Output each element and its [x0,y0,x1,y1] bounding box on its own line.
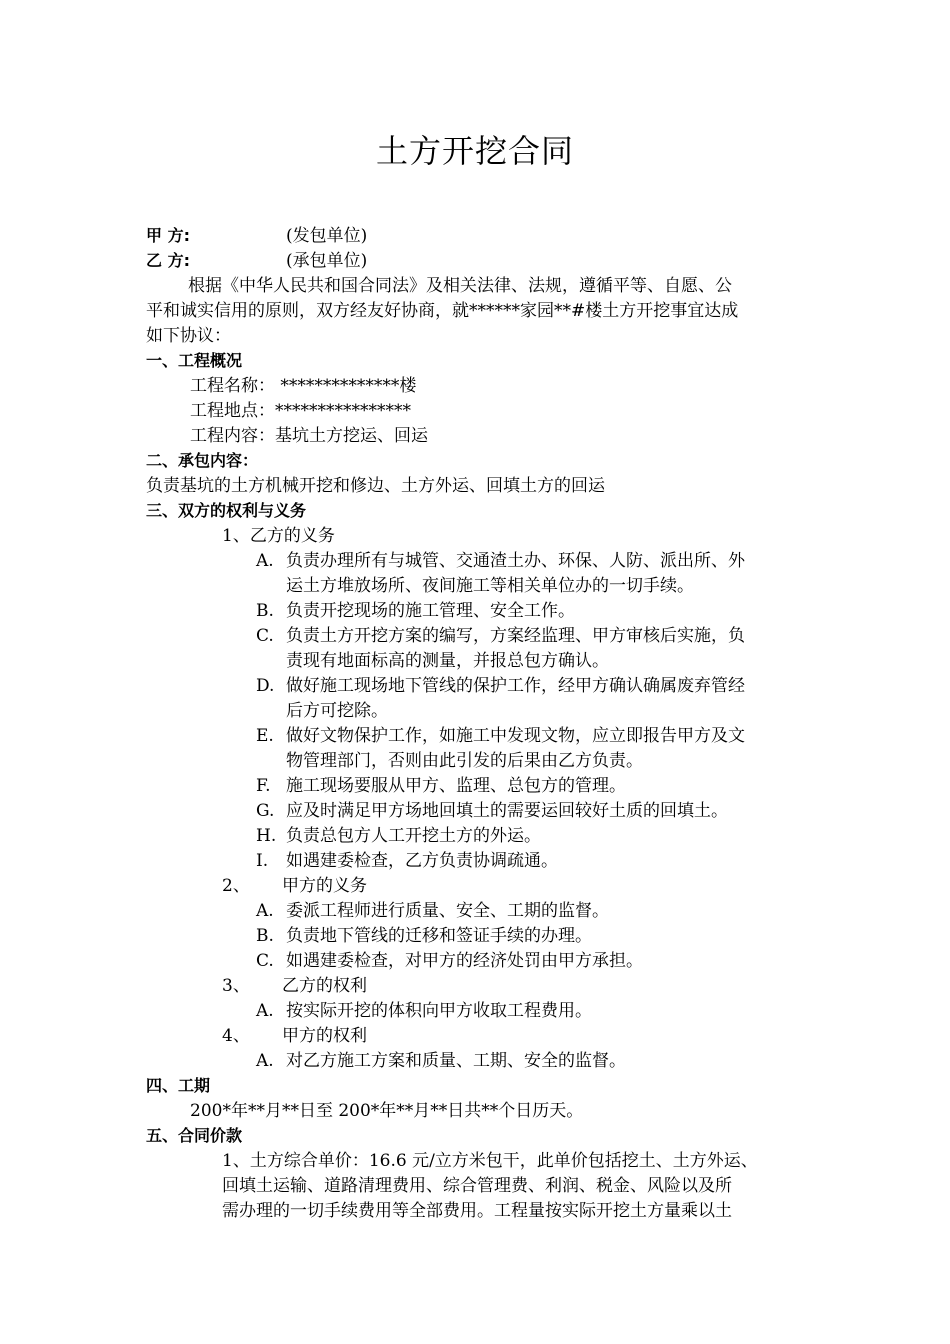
list-marker: C. [256,626,274,646]
list-continuation: 后方可挖除。 [286,701,388,721]
list-marker: A. [256,901,274,921]
list-marker: E. [256,726,274,746]
list-text: 负责总包方人工开挖土方的外运。 [286,826,541,846]
party-b-value: (承包单位) [286,251,368,271]
price-line: 回填土运输、道路清理费用、综合管理费、利润、税金、风险以及所 [222,1176,732,1196]
section-heading: 三、双方的权利与义务 [146,501,307,520]
list-item [256,949,643,973]
subsection-label [222,1024,367,1048]
subsection-label [222,974,367,998]
list-text: 做好施工现场地下管线的保护工作，经甲方确认确属废弃管经 [286,676,745,696]
list-item [256,999,592,1023]
list-marker: A. [256,551,274,571]
party-b-label: 乙 方: [146,251,190,270]
list-item [256,1049,626,1073]
list-text: 如遇建委检查，乙方负责协调疏通。 [286,851,558,871]
list-item [256,724,745,748]
list-text: 负责办理所有与城管、交通渣土办、环保、人防、派出所、外 [286,551,745,571]
party-a-value: (发包单位) [286,226,368,246]
list-marker: C. [256,951,274,971]
scope-text: 负责基坑的土方机械开挖和修边、土方外运、回填土方的回运 [146,476,605,496]
project-content: 工程内容：基坑土方挖运、回运 [190,426,428,446]
subsection-title: 甲方的权利 [282,1026,367,1046]
list-item [256,674,745,698]
list-marker: I. [256,851,269,871]
list-marker: F. [256,776,271,796]
list-item [256,849,558,873]
list-marker: A. [256,1001,274,1021]
list-item [256,924,592,948]
project-location: 工程地点：**************** [190,401,411,421]
list-text: 做好文物保护工作，如施工中发现文物，应立即报告甲方及文 [286,726,745,746]
section-heading: 二、承包内容： [146,451,259,470]
list-item [256,899,609,923]
list-item [256,799,728,823]
list-continuation: 物管理部门，否则由此引发的后果由乙方负责。 [286,751,643,771]
list-text: 施工现场要服从甲方、监理、总包方的管理。 [286,776,626,796]
list-marker: B. [256,601,274,621]
list-item [256,624,745,648]
list-text: 如遇建委检查，对甲方的经济处罚由甲方承担。 [286,951,643,971]
intro-line: 根据《中华人民共和国合同法》及相关法律、法规，遵循平等、自愿、公 [188,276,732,296]
section-heading: 一、工程概况 [146,351,243,370]
party-b-row [146,249,367,273]
list-marker: D. [256,676,275,696]
subsection-number: 2、 [222,876,250,896]
list-item [256,549,745,573]
list-text: 对乙方施工方案和质量、工期、安全的监督。 [286,1051,626,1071]
list-marker: H. [256,826,277,846]
intro-line: 如下协议： [146,326,231,346]
list-item [256,824,541,848]
list-text: 按实际开挖的体积向甲方收取工程费用。 [286,1001,592,1021]
section-heading: 五、合同价款 [146,1126,243,1145]
party-a-label: 甲 方: [146,226,190,245]
list-text: 应及时满足甲方场地回填土的需要运回较好土质的回填土。 [286,801,728,821]
price-line: 需办理的一切手续费用等全部费用。工程量按实际开挖土方量乘以土 [222,1201,732,1221]
subsection-number: 4、 [222,1026,250,1046]
schedule-text: 200*年**月**日至 200*年**月**日共**个日历天。 [190,1101,584,1121]
section-heading: 四、工期 [146,1076,211,1095]
party-a-row [146,224,367,248]
subsection-title: 乙方的权利 [282,976,367,996]
subsection-label: 1、乙方的义务 [222,526,335,546]
list-marker: G. [256,801,275,821]
list-text: 负责开挖现场的施工管理、安全工作。 [286,601,575,621]
subsection-number: 3、 [222,976,250,996]
list-text: 负责地下管线的迁移和签证手续的办理。 [286,926,592,946]
document-title: 土方开挖合同 [375,132,574,170]
list-marker: B. [256,926,274,946]
project-name: 工程名称： **************楼 [190,376,417,396]
intro-line: 平和诚实信用的原则，双方经友好协商，就******家园**#楼土方开挖事宜达成 [146,301,739,321]
subsection-title: 甲方的义务 [282,876,367,896]
list-continuation: 责现有地面标高的测量，并报总包方确认。 [286,651,609,671]
list-item [256,599,575,623]
list-continuation: 运土方堆放场所、夜间施工等相关单位办的一切手续。 [286,576,694,596]
list-text: 委派工程师进行质量、安全、工期的监督。 [286,901,609,921]
list-marker: A. [256,1051,274,1071]
list-text: 负责土方开挖方案的编写，方案经监理、甲方审核后实施，负 [286,626,745,646]
list-item [256,774,626,798]
subsection-label [222,874,367,898]
price-line: 1、土方综合单价：16.6 元/立方米包干，此单价包括挖土、土方外运、 [222,1151,758,1171]
